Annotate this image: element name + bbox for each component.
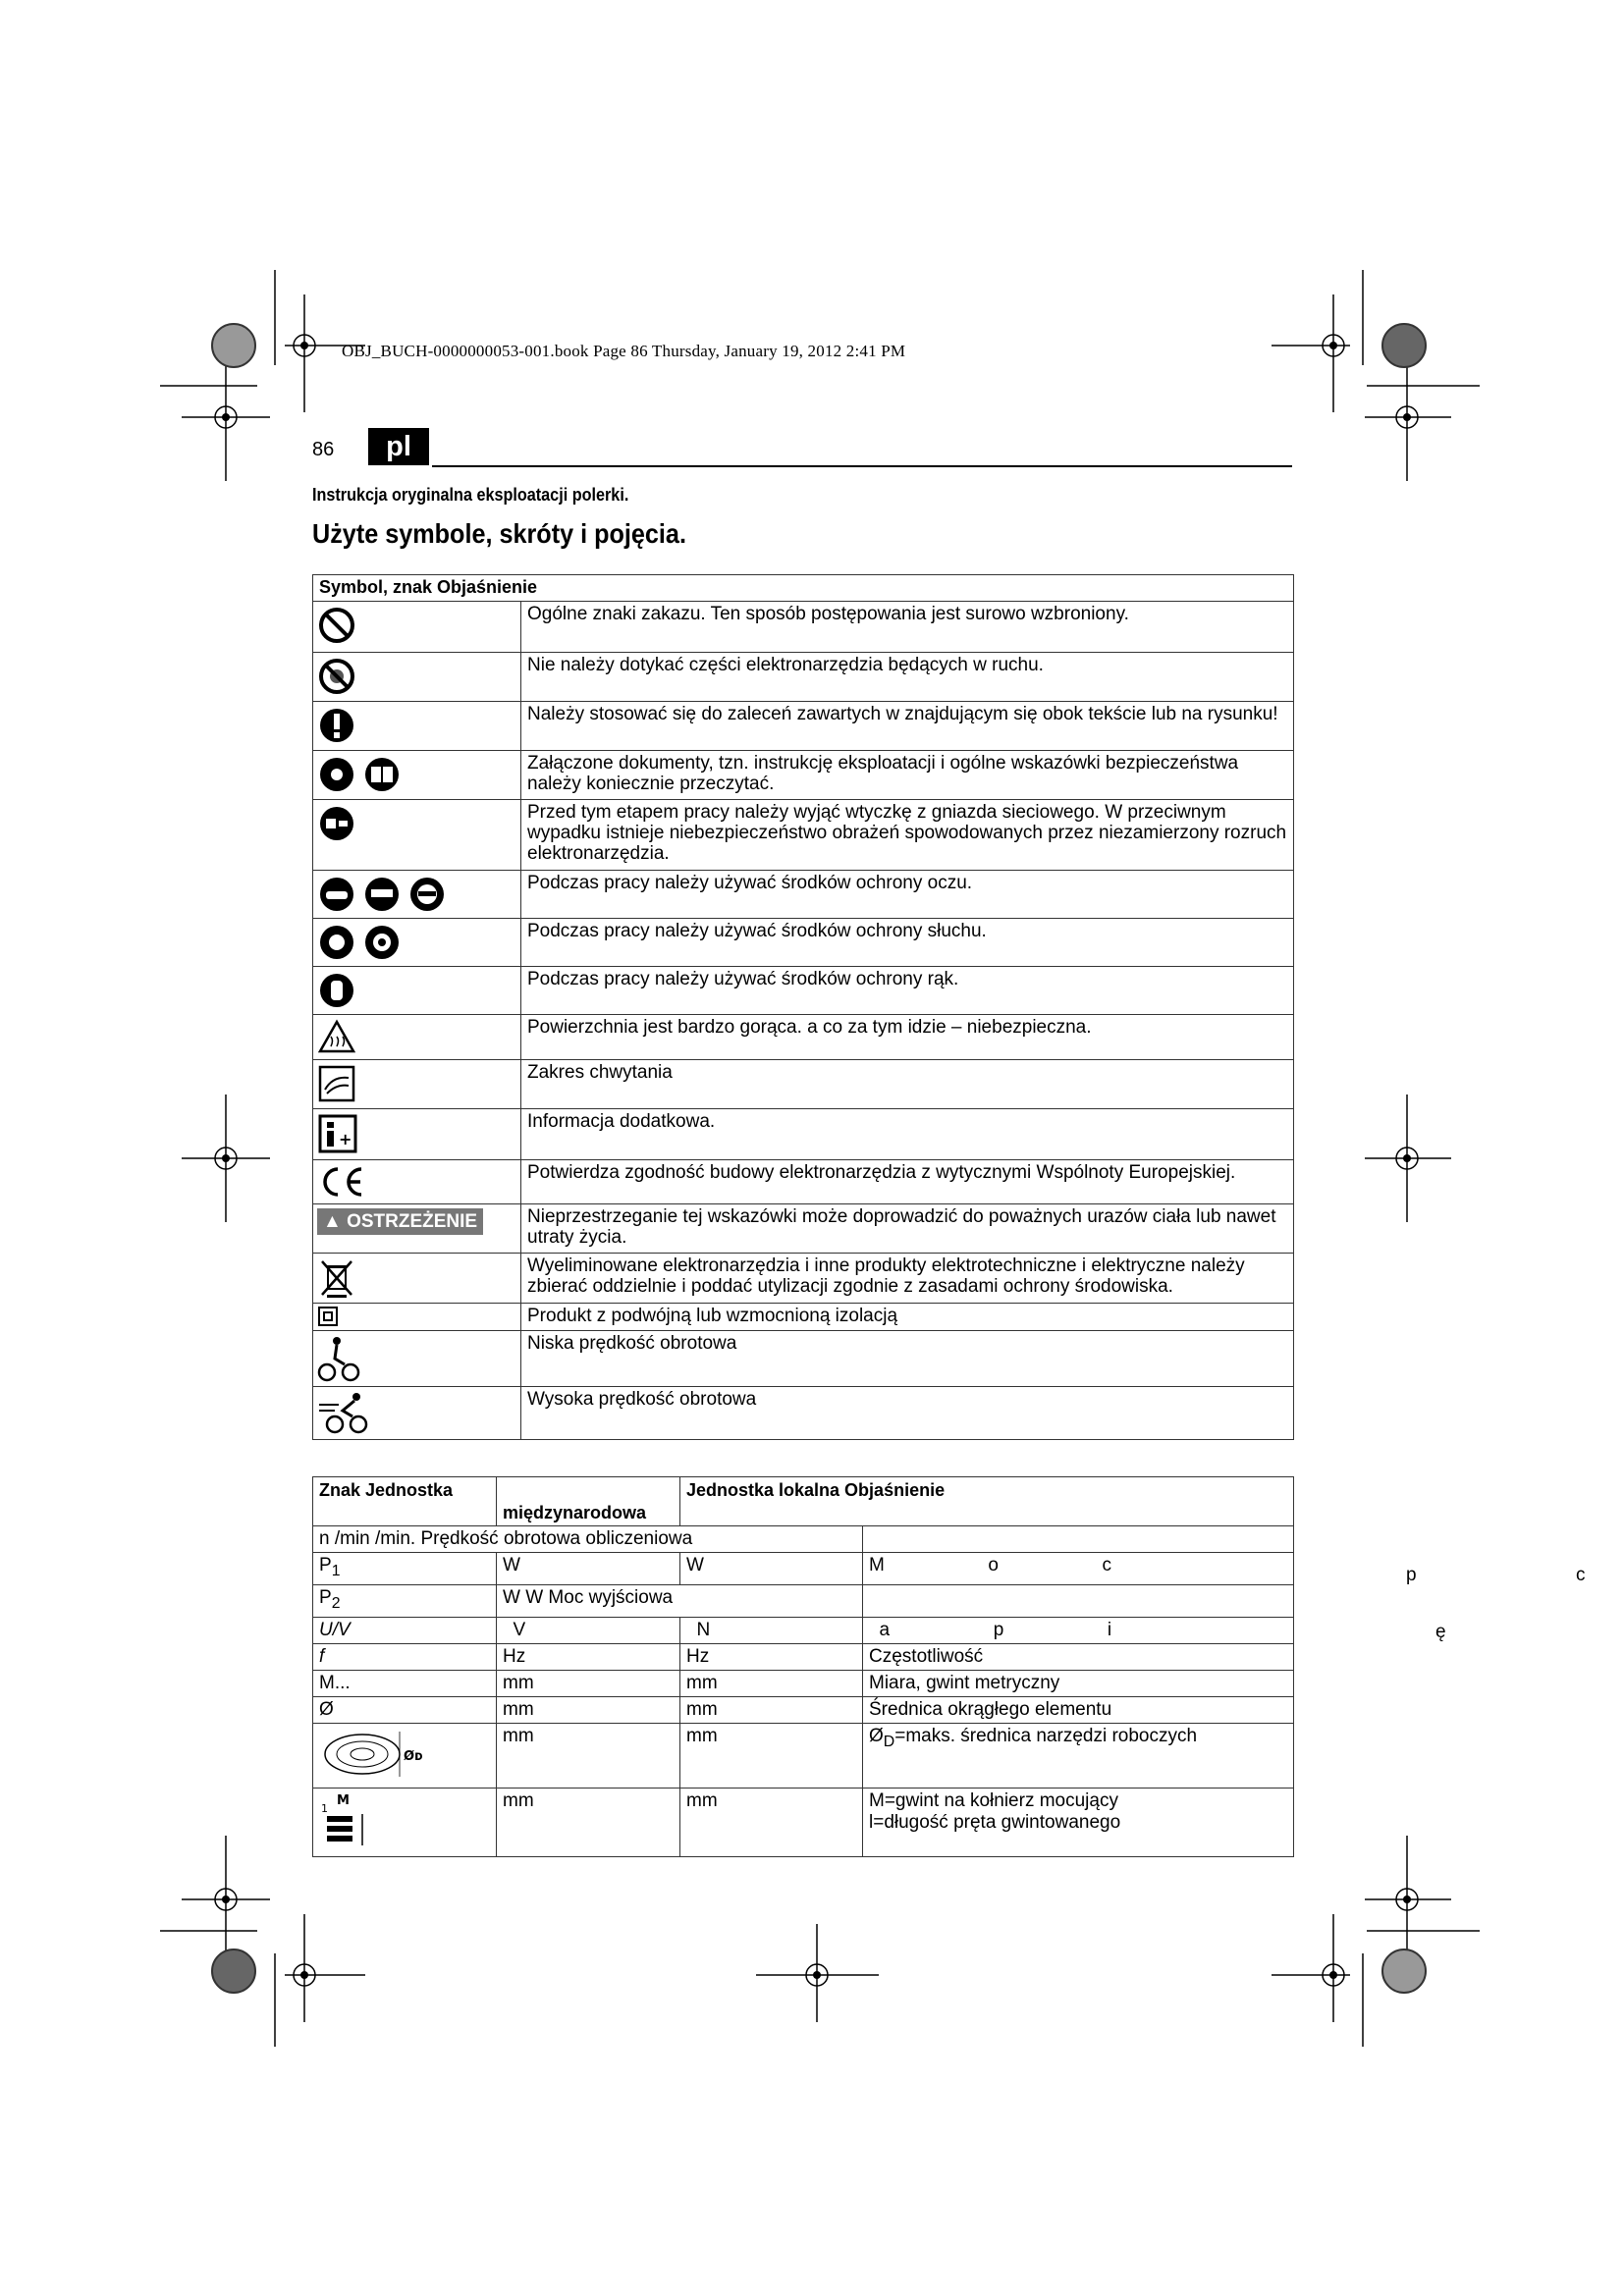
units-table (312, 1476, 1294, 1857)
table-row (313, 1304, 1294, 1331)
unit-cell: W (680, 1553, 863, 1585)
unit-cell: M o c (863, 1553, 1294, 1585)
table-row (313, 1387, 1294, 1440)
eye-protection-icon (317, 875, 451, 914)
read-manual-icon (317, 755, 406, 794)
table-row (313, 602, 1294, 653)
unit-cell: n /min /min. Prędkość obrotowa obliczeniowa (313, 1526, 863, 1553)
symbol-description: Powierzchnia jest bardzo gorąca. a co za tym idzie – niebezpieczna. (521, 1015, 1294, 1060)
table-row (313, 1617, 1294, 1643)
symbols-table-header (313, 575, 1294, 602)
unit-cell: W W Moc wyjściowa (497, 1584, 863, 1617)
section-title: Użyte symbole, skróty i pojęcia. (312, 518, 686, 549)
unit-description: M=gwint na kołnierz mocujący (869, 1789, 1118, 1811)
low-speed-icon (317, 1335, 362, 1382)
unit-cell: mm (680, 1788, 863, 1856)
unplug-icon (317, 804, 356, 843)
symbol-description: Załączone dokumenty, tzn. instrukcję eksploatacji i ogólne wskazówki bezpieczeństwa należy koniecznie przeczytać. (521, 751, 1294, 800)
table-row (313, 1670, 1294, 1696)
unit-cell (313, 1788, 497, 1856)
table-row (313, 1331, 1294, 1387)
symbol-description: Potwierdza zgodność budowy elektronarzędzia z wytycznymi Wspólnoty Europejskiej. (521, 1160, 1294, 1204)
table-row (313, 1160, 1294, 1204)
symbol-description: Wysoka prędkość obrotowa (521, 1387, 1294, 1440)
unit-cell: Hz (497, 1643, 680, 1670)
table-row (313, 1526, 1294, 1553)
svg-text:+: + (339, 1130, 352, 1148)
symbol-description: Przed tym etapem pracy należy wyjąć wtyczkę z gniazda sieciowego. W przeciwnym wypadku istnieje niebezpieczeństwo obrażeń spowodowanych przez niezamierzony rozruch elektronarzędzia. (521, 800, 1294, 871)
unit-cell (863, 1584, 1294, 1617)
table-row (313, 1723, 1294, 1788)
symbol-description: Produkt z podwójną lub wzmocnioną izolacją (521, 1304, 1294, 1331)
symbol-description: Informacja dodatkowa. (521, 1109, 1294, 1160)
unit-cell (313, 1723, 497, 1788)
table-row (313, 1204, 1294, 1254)
table-row (313, 1696, 1294, 1723)
print-header: OBJ_BUCH-0000000053-001.book Page 86 Thursday, January 19, 2012 2:41 PM (342, 342, 906, 360)
symbol-description: Podczas pracy należy używać środków ochrony rąk. (521, 967, 1294, 1015)
unit-cell: mm (497, 1696, 680, 1723)
warning-triangle-icon: ▲ (323, 1211, 342, 1232)
unit-subscript: D (883, 1733, 895, 1750)
weee-bin-icon (317, 1257, 356, 1299)
unit-cell: Hz (680, 1643, 863, 1670)
unit-cell: Częstotliwość (863, 1643, 1294, 1670)
units-header-international: międzynarodowa (497, 1477, 680, 1526)
symbol-description: Wyeliminowane elektronarzędzia i inne produkty elektrotechniczne i elektryczne należy zbierać oddzielnie i poddać utylizacji zgodnie z zasadami ochrony środowiska. (521, 1254, 1294, 1304)
table-row (313, 871, 1294, 919)
table-row (313, 919, 1294, 967)
unit-symbol: P (319, 1586, 332, 1608)
ce-mark-icon (317, 1164, 366, 1200)
thread-icon (319, 1790, 378, 1851)
table-row (313, 1643, 1294, 1670)
symbol-description: Zakres chwytania (521, 1060, 1294, 1109)
unit-cell (313, 1553, 497, 1585)
unit-cell (313, 1584, 497, 1617)
symbol-description: Nieprzestrzeganie tej wskazówki może doprowadzić do poważnych urazów ciała lub nawet utraty życia. (521, 1204, 1294, 1254)
unit-cell: N (680, 1617, 863, 1643)
header-rule (432, 465, 1292, 467)
warning-badge (317, 1208, 483, 1235)
overflow-letter: c (1576, 1565, 1586, 1585)
symbols-header-cell: Symbol, znak Objaśnienie (313, 575, 1294, 602)
overflow-letter: p (1406, 1565, 1417, 1585)
table-row (313, 1584, 1294, 1617)
unit-cell: mm (497, 1670, 680, 1696)
unit-description: =maks. średnica narzędzi roboczych (894, 1725, 1198, 1746)
unit-cell: f (313, 1643, 497, 1670)
unit-symbol: Ø (869, 1725, 884, 1746)
unit-subscript: 2 (331, 1594, 341, 1612)
disc-diameter-label: Øᴅ (404, 1748, 423, 1764)
unit-cell: Miara, gwint metryczny (863, 1670, 1294, 1696)
symbol-description: Podczas pracy należy używać środków ochrony oczu. (521, 871, 1294, 919)
symbol-description: Nie należy dotykać części elektronarzędzia będących w ruchu. (521, 653, 1294, 702)
unit-symbol: P (319, 1555, 332, 1575)
table-row (313, 967, 1294, 1015)
unit-cell: Ø (313, 1696, 497, 1723)
info-icon (317, 1113, 358, 1154)
units-header-local: Jednostka lokalna Objaśnienie (680, 1477, 1294, 1526)
manual-subtitle: Instrukcja oryginalna eksploatacji polerki. (312, 485, 629, 505)
unit-cell: W (497, 1553, 680, 1585)
unit-cell: a p i (863, 1617, 1294, 1643)
symbol-description: Należy stosować się do zaleceń zawartych w znajdującym się obok tekście lub na rysunku! (521, 702, 1294, 751)
symbol-description: Ogólne znaki zakazu. Ten sposób postępowania jest surowo wzbroniony. (521, 602, 1294, 653)
table-row (313, 702, 1294, 751)
grip-area-icon (317, 1064, 356, 1103)
unit-cell (863, 1526, 1294, 1553)
table-row (313, 1553, 1294, 1585)
svg-text:1: 1 (321, 1801, 328, 1815)
units-table-header (313, 1477, 1294, 1526)
unit-cell: mm (680, 1670, 863, 1696)
high-speed-icon (317, 1391, 374, 1434)
unit-cell: M... (313, 1670, 497, 1696)
unit-description: l=długość pręta gwintowanego (869, 1811, 1121, 1833)
unit-cell: V (497, 1617, 680, 1643)
warning-badge-label: OSTRZEŻENIE (347, 1211, 478, 1232)
unit-cell (863, 1788, 1294, 1856)
units-header-symbol: Znak Jednostka (313, 1477, 497, 1526)
table-row (313, 1254, 1294, 1304)
table-row (313, 1015, 1294, 1060)
table-row (313, 1788, 1294, 1856)
svg-text:M: M (337, 1792, 350, 1808)
unit-cell: mm (680, 1723, 863, 1788)
table-row (313, 800, 1294, 871)
unit-cell: U/V (313, 1617, 497, 1643)
exclamation-icon (317, 706, 356, 745)
unit-cell: mm (497, 1723, 680, 1788)
hand-protection-icon (317, 971, 356, 1010)
unit-cell: mm (680, 1696, 863, 1723)
table-row (313, 751, 1294, 800)
double-insulation-icon (317, 1306, 339, 1327)
page-number: 86 (312, 439, 335, 460)
table-row (313, 1060, 1294, 1109)
language-badge: pl (368, 428, 429, 465)
hot-surface-icon (317, 1019, 356, 1054)
symbol-description: Niska prędkość obrotowa (521, 1331, 1294, 1387)
unit-cell: mm (497, 1788, 680, 1856)
symbols-table (312, 574, 1294, 1440)
unit-cell: Średnica okrągłego elementu (863, 1696, 1294, 1723)
table-row (313, 653, 1294, 702)
unit-cell (863, 1723, 1294, 1788)
do-not-touch-icon (317, 657, 356, 696)
disc-diameter-icon (319, 1726, 427, 1783)
overflow-letter: ę (1435, 1622, 1446, 1642)
table-row (313, 1109, 1294, 1160)
prohibition-icon (317, 606, 356, 645)
hearing-protection-icon (317, 923, 406, 962)
unit-subscript: 1 (331, 1562, 341, 1579)
symbol-description: Podczas pracy należy używać środków ochrony słuchu. (521, 919, 1294, 967)
